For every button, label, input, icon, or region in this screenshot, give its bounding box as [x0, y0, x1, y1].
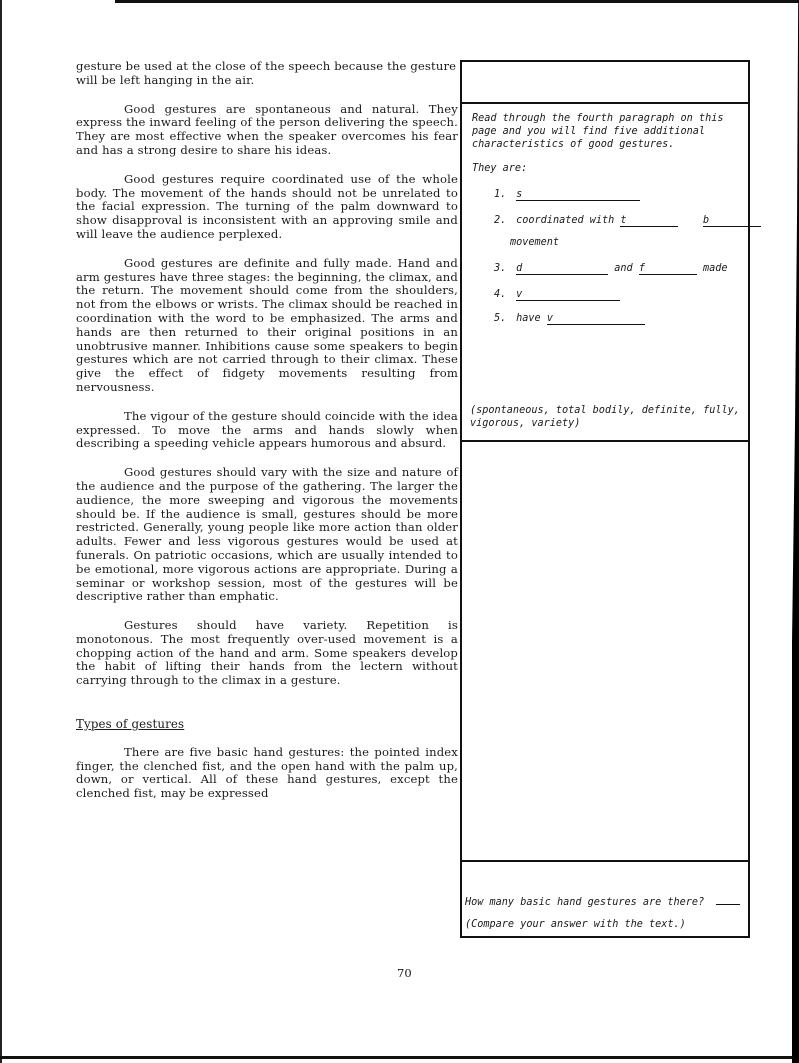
paragraph-variety: Gestures should have variety. Repetition is monotonous. The most frequently over-used movement is a chopping action of the hand and arm. Some speakers develop the habit of lifting their hands from the lectern without carrying through to the climax in a gesture.: [76, 618, 458, 688]
paragraph-types: There are five basic hand gestures: the pointed index finger, the clenched fist, and the open hand with the palm up, down, or vertical. All of these hand gestures, except the clenched fist, may be expressed: [76, 744, 458, 801]
section-heading: Types of gestures: [76, 717, 185, 732]
answer-key: (spontaneous, total bodily, definite, fully, vigorous, variety): [470, 405, 740, 429]
answer-blank[interactable]: d: [516, 262, 608, 275]
answer-item-4: 4. v: [494, 288, 620, 301]
answer-blank[interactable]: s: [516, 188, 640, 201]
compare-note: (Compare your answer with the text.): [465, 919, 686, 930]
scan-edge-right: [783, 0, 799, 1063]
scan-edge-left: [0, 0, 2, 1063]
answer-blank[interactable]: v: [547, 312, 645, 325]
page-number: 70: [397, 966, 412, 980]
answer-blank[interactable]: [716, 892, 740, 905]
answer-item-3: 3. d and f made: [494, 263, 728, 274]
scan-edge-top: [115, 0, 799, 3]
main-text-column: [76, 60, 458, 816]
answer-item-1: 1. s: [494, 188, 640, 201]
paragraph-definite: Good gestures are definite and fully made. Hand and arm gestures have three stages: the beginning, the climax, and the return. The movement should come from the shoulders, not from the elbows or wrists. The climax should be reached in coordination with the word to be emphasized. The arms and hands are then returned to their original positions in an unobtrusive manner. Inhibitions cause some speakers to begin gestures which are not carried through to their climax. These give the effect of fidgety movements resulting from nervousness.: [76, 255, 458, 394]
question-intro: Read through the fourth paragraph on this page and you will find five additional characteristics of good gestures.: [472, 113, 724, 150]
exercise-box-header: [462, 62, 748, 104]
answer-item-2-suffix: movement: [510, 237, 560, 248]
answer-blank[interactable]: t: [620, 214, 678, 227]
exercise-blank-area: [462, 442, 748, 862]
paragraph-vigour: The vigour of the gesture should coincide with the idea expressed. To move the arms and hands slowly when describing a speeding vehicle appears humorous and absurd.: [76, 408, 458, 451]
answer-blank[interactable]: f: [639, 262, 697, 275]
answer-item-5: 5. have v: [494, 312, 645, 325]
answer-item-2: 2. coordinated with t b: [494, 214, 761, 227]
exercise-box: [460, 60, 750, 938]
they-are-label: They are:: [472, 163, 528, 174]
scan-edge-bottom: [0, 1056, 799, 1059]
question-characteristics: [462, 104, 748, 442]
answer-blank[interactable]: v: [516, 288, 620, 301]
question-gesture-count: [462, 862, 748, 940]
paragraph-continuation: gesture be used at the close of the speech because the gesture will be left hanging in the air.: [76, 59, 457, 87]
paragraph-audience: Good gestures should vary with the size and nature of the audience and the purpose of the gathering. The larger the audience, the more sweeping and vigorous the movements should be. If the audience is small, gestures should be more restricted. Generally, young people like more action than older adults. Fewer and less vigorous gestures would be used at funerals. On patriotic occasions, which are usually intended to be emotional, more vigorous actions are appropriate. During a seminar or workshop session, most of the gestures will be descriptive rather than emphatic.: [76, 465, 458, 604]
paragraph-coordinated: Good gestures require coordinated use of the whole body. The movement of the hands should not be unrelated to the facial expression. The turning of the palm downward to show disapproval is inconsistent with an approving smile and will leave the audience perplexed.: [76, 171, 458, 241]
paragraph-spontaneous: Good gestures are spontaneous and natural. They express the inward feeling of the person delivering the speech. They are most effective when the speaker overcomes his fear and has a strong desire to share his ideas.: [76, 101, 458, 157]
answer-blank[interactable]: b: [703, 214, 761, 227]
question-count-text: How many basic hand gestures are there?: [465, 892, 740, 909]
